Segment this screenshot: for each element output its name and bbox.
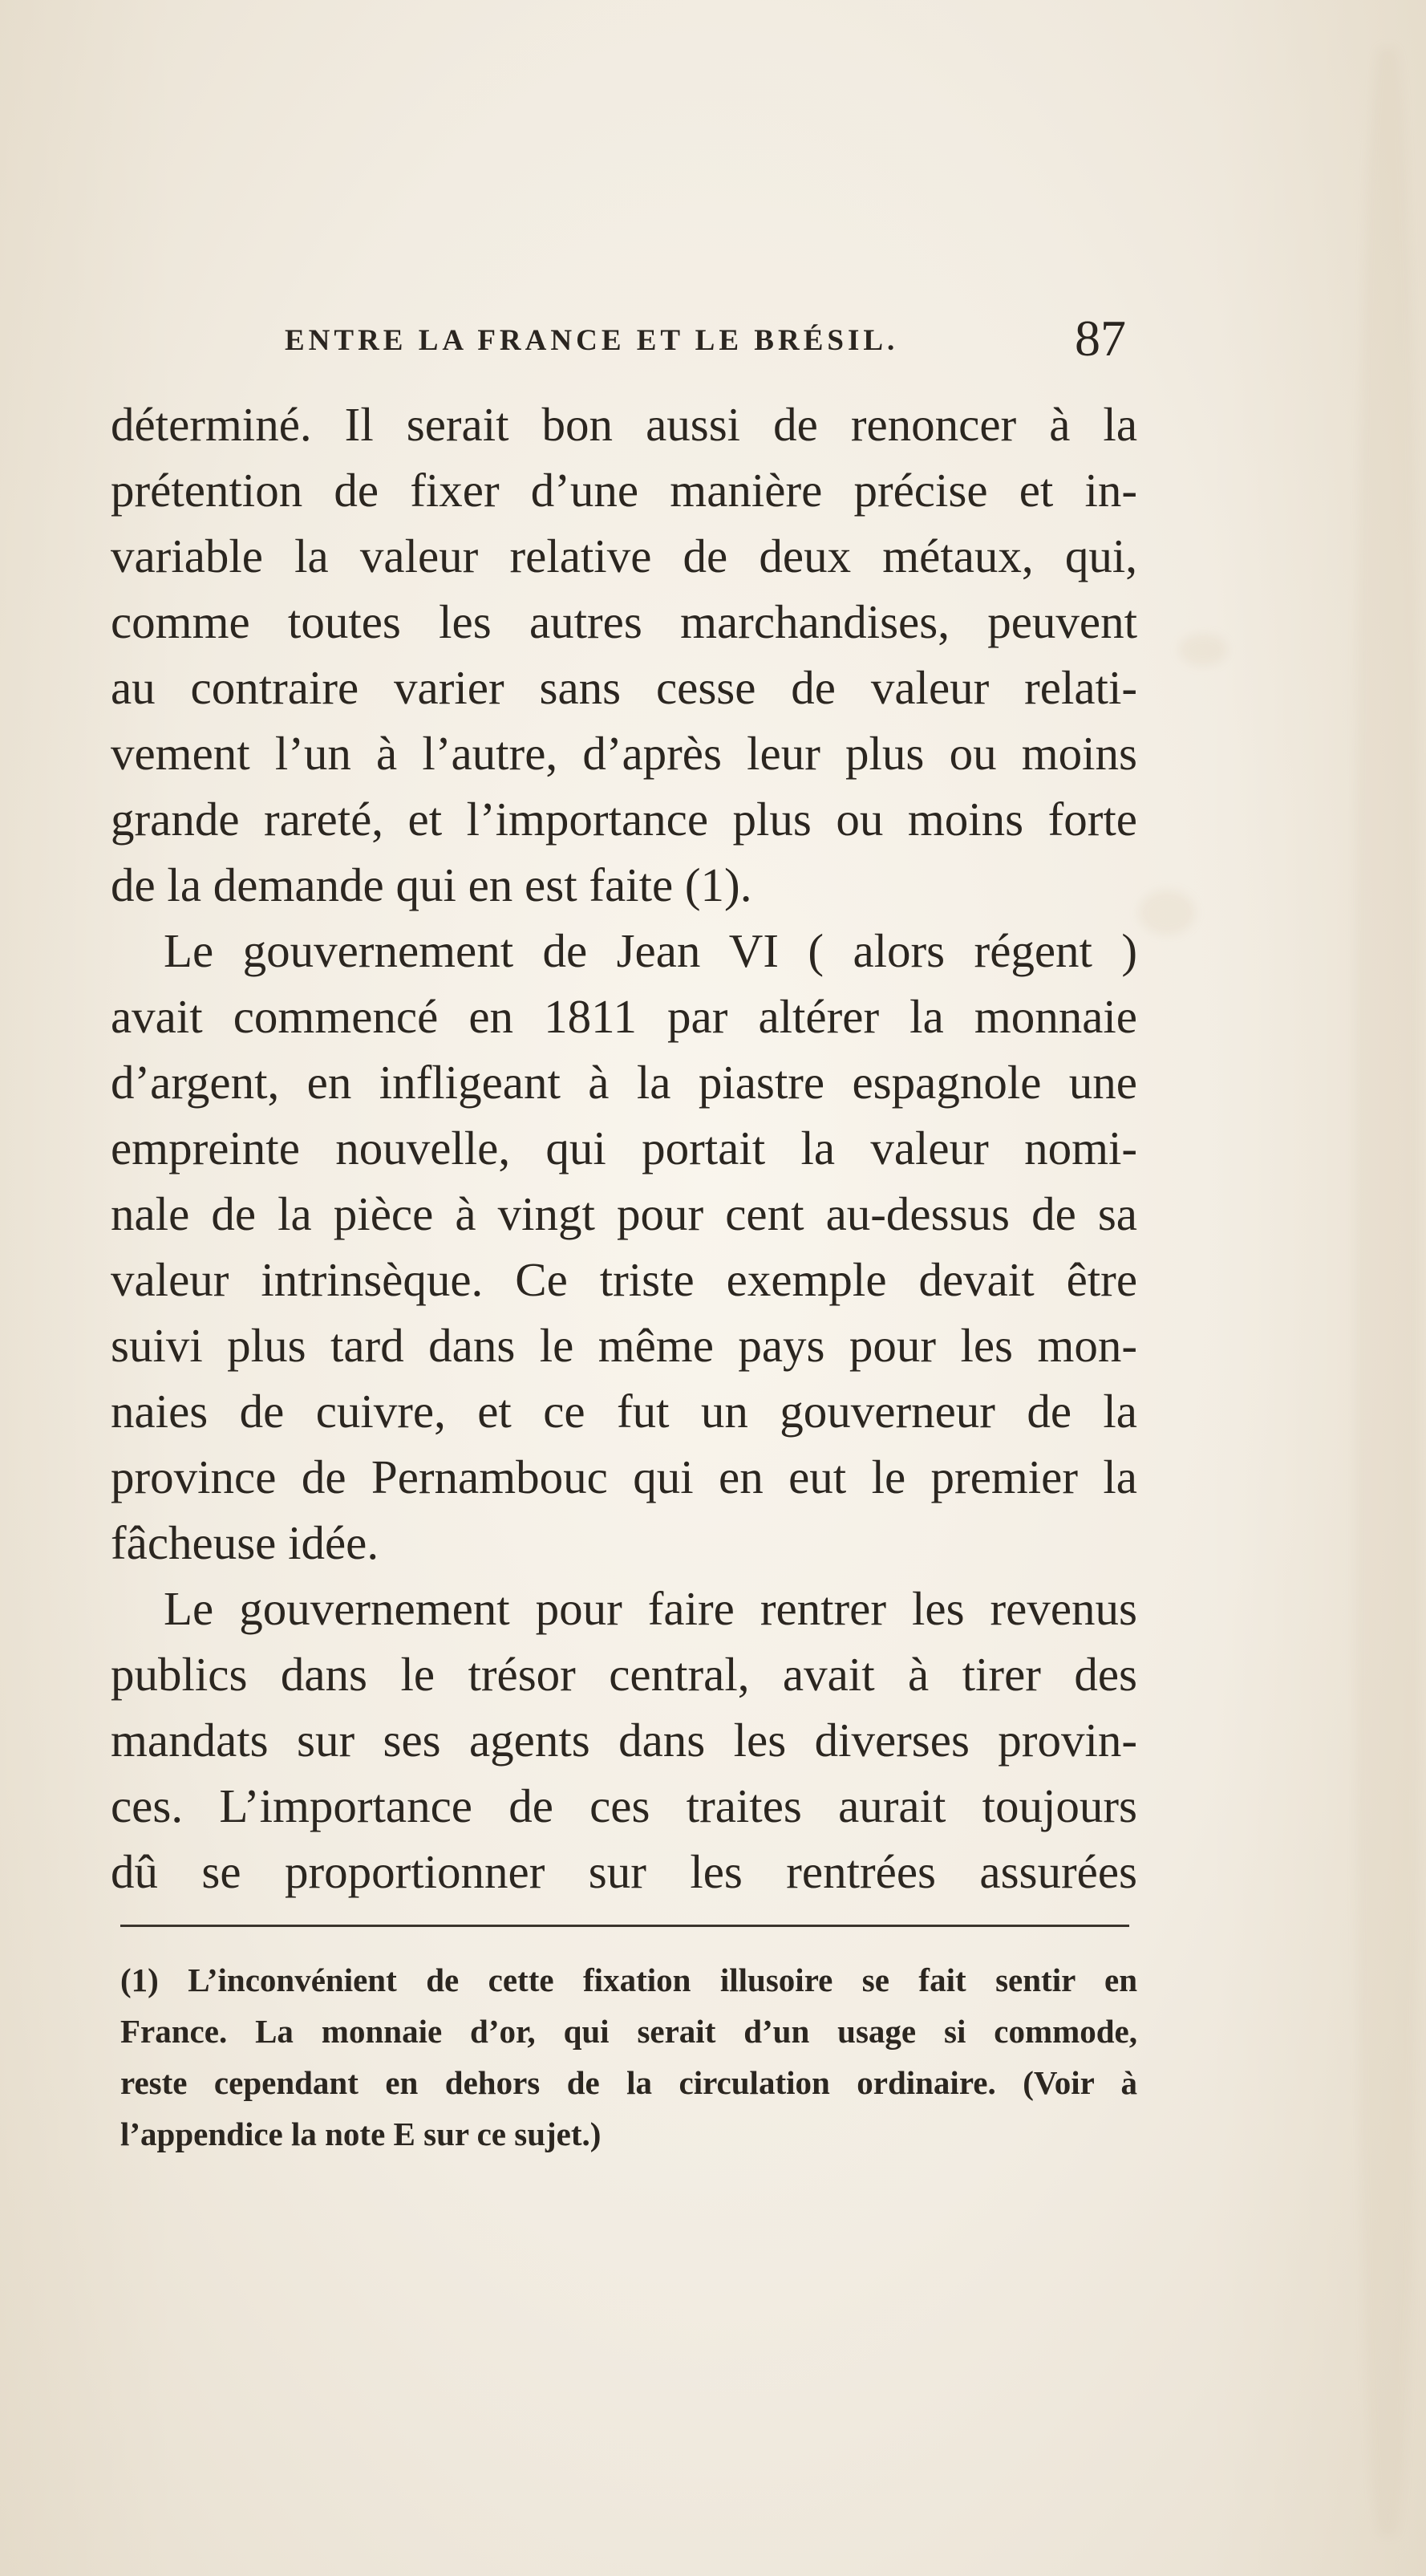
text-line: prétention de fixer d’une manière précise et in-	[111, 464, 1137, 517]
text-line: vement l’un à l’autre, d’après leur plus ou moins	[111, 727, 1137, 780]
text-line: province de Pernambouc qui en eut le premier la	[111, 1450, 1137, 1503]
text-line: empreinte nouvelle, qui portait la valeur nomi-	[111, 1122, 1137, 1174]
text-line: au contraire varier sans cesse de valeur relati-	[111, 661, 1137, 714]
footnote-line: (1) L’inconvénient de cette fixation illusoire se fait sentir en	[120, 1961, 1137, 1998]
footnote	[120, 1954, 1137, 2160]
text-line: mandats sur ses agents dans les diverses provin-	[111, 1714, 1137, 1767]
main-text	[111, 391, 1137, 1905]
paper-stain	[1139, 890, 1195, 935]
text-line: suivi plus tard dans le même pays pour les mon-	[111, 1319, 1137, 1372]
text-line: valeur intrinsèque. Ce triste exemple devait être	[111, 1253, 1137, 1306]
text-line: Le gouvernement pour faire rentrer les revenus	[164, 1582, 1137, 1635]
text-line: de la demande qui en est faite (1).	[111, 858, 752, 911]
text-line: avait commencé en 1811 par altérer la monnaie	[111, 990, 1137, 1043]
text-line: nale de la pièce à vingt pour cent au-dessus de sa	[111, 1187, 1137, 1240]
page-header	[120, 309, 1139, 373]
footnote-line: reste cependant en dehors de la circulation ordinaire. (Voir à	[120, 2064, 1137, 2101]
text-line: dû se proportionner sur les rentrées assurées	[111, 1845, 1137, 1898]
text-line: d’argent, en infligeant à la piastre espagnole une	[111, 1056, 1137, 1109]
text-line: publics dans le trésor central, avait à tirer des	[111, 1648, 1137, 1701]
text-line: naies de cuivre, et ce fut un gouverneur de la	[111, 1385, 1137, 1438]
paper-stain	[1179, 634, 1227, 666]
text-line: variable la valeur relative de deux métaux, qui,	[111, 529, 1137, 582]
text-line: comme toutes les autres marchandises, peuvent	[111, 595, 1137, 648]
text-line: grande rareté, et l’importance plus ou moins forte	[111, 793, 1137, 846]
page-number: 87	[1075, 310, 1126, 367]
footnote-line: l’appendice la note E sur ce sujet.)	[120, 2116, 602, 2152]
text-line: fâcheuse idée.	[111, 1516, 379, 1569]
text-line: ces. L’importance de ces traites aurait toujours	[111, 1779, 1137, 1832]
running-title: ENTRE LA FRANCE ET LE BRÉSIL.	[285, 324, 899, 357]
page-edge-shading	[1355, 48, 1420, 2535]
text-line: Le gouvernement de Jean VI ( alors régent )	[164, 924, 1137, 977]
footnote-divider	[120, 1925, 1129, 1927]
text-line: déterminé. Il serait bon aussi de renoncer à la	[111, 398, 1137, 451]
footnote-line: France. La monnaie d’or, qui serait d’un usage si commode,	[120, 2013, 1137, 2050]
